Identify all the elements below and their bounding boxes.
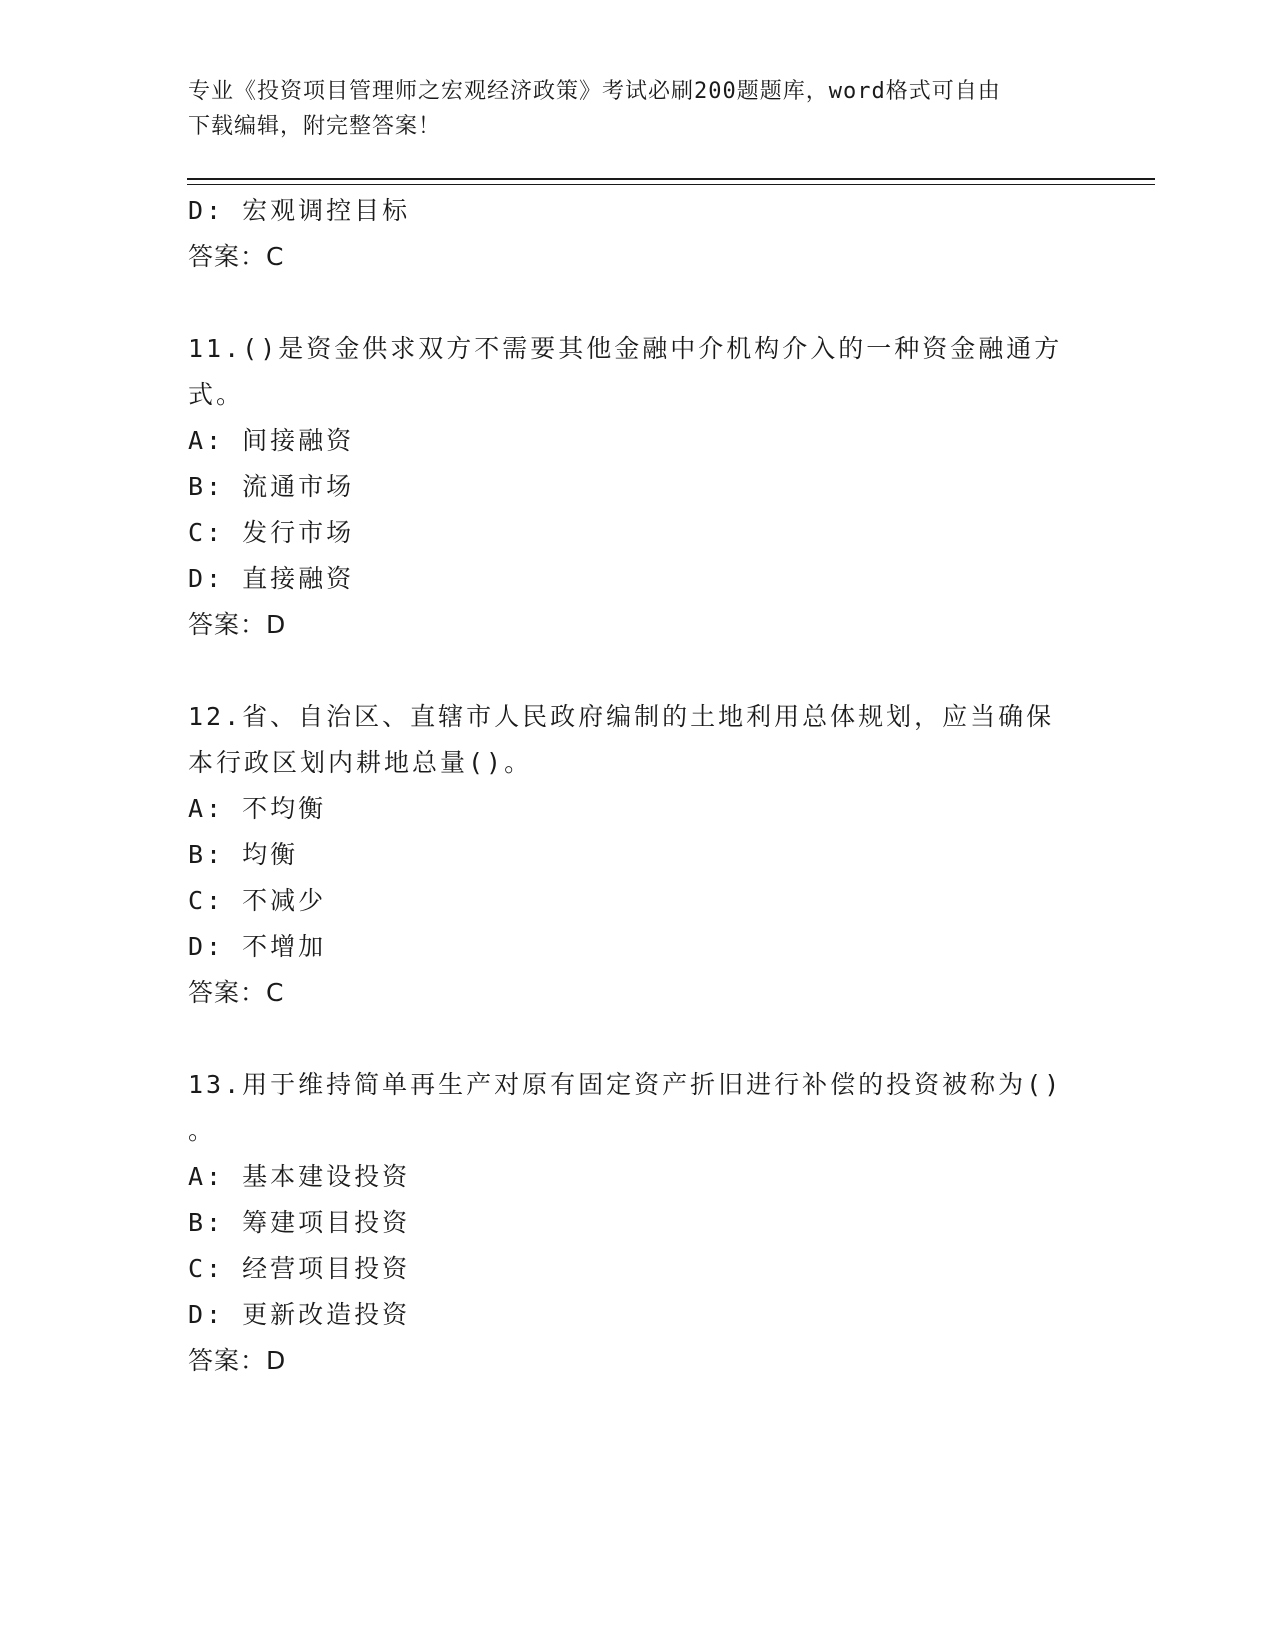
question-text-line: 。 (188, 1116, 217, 1145)
option-d: D: 直接融资 (188, 564, 355, 593)
question-text-line: 11.()是资金供求双方不需要其他金融中介机构介入的一种资金融通方 (188, 334, 1063, 363)
question-11 (188, 326, 1088, 648)
option-d: D: 更新改造投资 (188, 1300, 411, 1329)
question-text-line: 式。 (188, 380, 245, 409)
question-text-line: 13.用于维持简单再生产对原有固定资产折旧进行补偿的投资被称为() (188, 1070, 1063, 1099)
option-d: D: 不增加 (188, 932, 327, 961)
header-line-2: 下载编辑，附完整答案！ (188, 114, 442, 139)
previous-question-tail (188, 188, 1088, 280)
document-header (188, 74, 1088, 144)
header-line-1: 专业《投资项目管理师之宏观经济政策》考试必刷200题题库，word格式可自由 (188, 79, 1001, 104)
option-a: A: 间接融资 (188, 426, 355, 455)
option-c: C: 不减少 (188, 886, 327, 915)
answer: 答案：D (188, 610, 287, 639)
document-body (188, 188, 1088, 1384)
header-rule-thin (187, 184, 1155, 185)
option-c: C: 经营项目投资 (188, 1254, 411, 1283)
option-b: B: 筹建项目投资 (188, 1208, 411, 1237)
header-rule-thick (187, 178, 1155, 180)
option-b: B: 流通市场 (188, 472, 355, 501)
option-c: C: 发行市场 (188, 518, 355, 547)
option-a: A: 基本建设投资 (188, 1162, 411, 1191)
question-text-line: 12.省、自治区、直辖市人民政府编制的土地利用总体规划，应当确保 (188, 702, 1055, 731)
question-text-line: 本行政区划内耕地总量()。 (188, 748, 533, 777)
option-b: B: 均衡 (188, 840, 299, 869)
answer: 答案：C (188, 978, 285, 1007)
question-13 (188, 1062, 1088, 1384)
question-12 (188, 694, 1088, 1016)
answer: 答案：C (188, 242, 285, 271)
option-d: D: 宏观调控目标 (188, 196, 411, 225)
answer: 答案：D (188, 1346, 287, 1375)
option-a: A: 不均衡 (188, 794, 327, 823)
